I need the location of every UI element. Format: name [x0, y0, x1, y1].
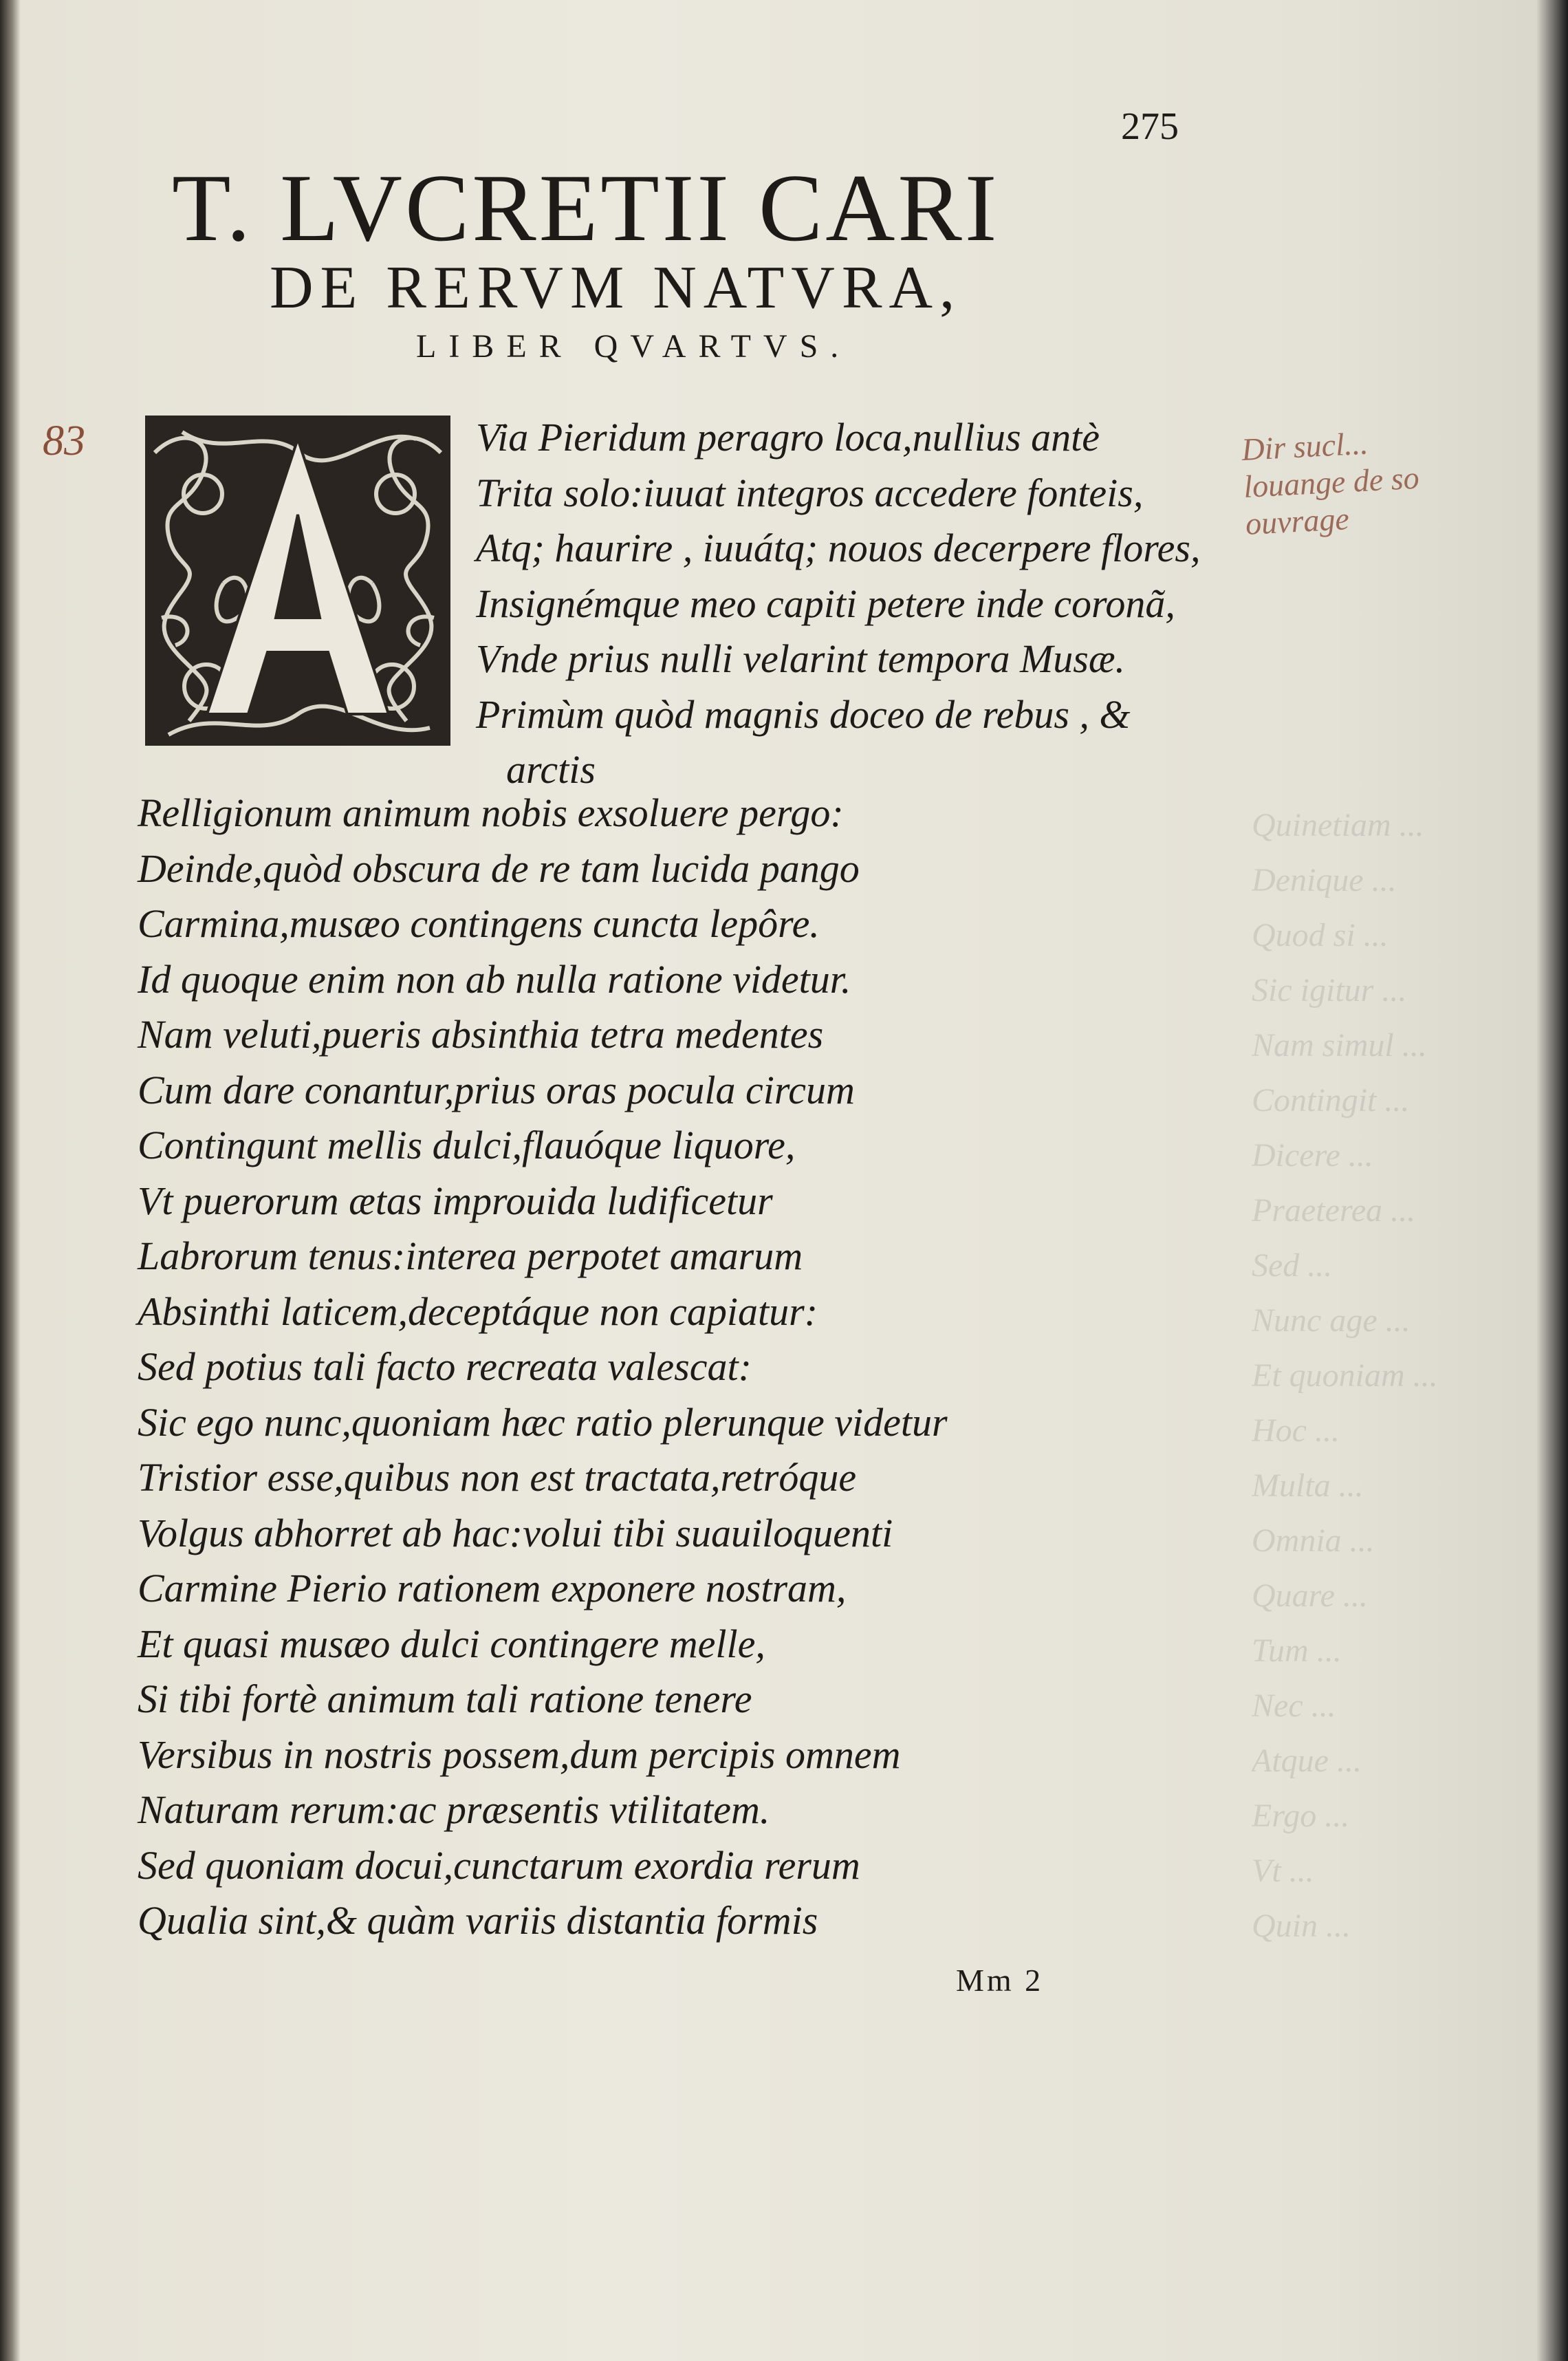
verse-line: Absinthi laticem,deceptáque non capiatur:: [138, 1289, 818, 1334]
signature-mark: Mm 2: [956, 1963, 1044, 1998]
verse-line: Qualia sint,& quàm variis distantia formis: [138, 1898, 818, 1943]
verse-body: [138, 786, 1100, 1949]
verse-line: Relligionum animum nobis exsoluere pergo:: [138, 790, 844, 835]
margin-note-line: louange de so: [1242, 460, 1420, 504]
verse-line: Sed potius tali facto recreata valescat:: [138, 1344, 752, 1389]
verse-line: Carmine Pierio rationem exponere nostram,: [138, 1566, 847, 1610]
show-through-text: Quinetiam ... Denique ... Quod si ... Sic igitur ... Nam simul ... Contingit ... Dicere ... Praeterea ... Sed ... Nunc age ... Et quoniam ... Hoc ... Multa ... Omnia ... Quare ... Tum ... Nec ... Atque ... Ergo ... Vt ... Quin ...: [1252, 807, 1438, 1944]
verse-line: Nam veluti,pueris absinthia tetra medentes: [138, 1012, 824, 1057]
title-book: LIBER QVARTVS.: [416, 328, 851, 365]
initial-letter: A: [298, 612, 303, 620]
verse-line: Naturam rerum:ac præsentis vtilitatem.: [138, 1787, 770, 1832]
verse-line: arctis: [506, 747, 596, 792]
verse-line: Labrorum tenus:interea perpotet amarum: [138, 1233, 803, 1278]
verse-line: Insignémque meo capiti petere inde coronã,: [476, 581, 1175, 626]
margin-note-left: 83: [43, 418, 85, 464]
verse-line: Versibus in nostris possem,dum percipis omnem: [138, 1732, 901, 1777]
verse-line: Volgus abhorret ab hac:volui tibi suauiloquenti: [138, 1510, 893, 1555]
page-edge-shadow: [1536, 0, 1568, 2361]
verse-line: Sed quoniam docui,cunctarum exordia rerum: [138, 1842, 860, 1888]
verse-line: Tristior esse,quibus non est tractata,retróque: [138, 1455, 857, 1500]
verse-line: Trita solo:iuuat integros accedere fonteis,: [476, 470, 1144, 515]
verse-line: Via Pieridum peragro loca,nullius antè: [476, 415, 1100, 460]
verse-line: Vnde prius nulli velarint tempora Musæ.: [476, 636, 1126, 681]
margin-note-right: [1241, 416, 1535, 543]
verse-line: Deinde,quòd obscura de re tam lucida pango: [138, 845, 860, 891]
verse-line: Primùm quòd magnis doceo de rebus , &: [476, 691, 1131, 737]
verse-line: Sic ego nunc,quoniam hæc ratio plerunque videtur: [138, 1399, 948, 1445]
verse-line: Contingunt mellis dulci,flauóque liquore,: [138, 1123, 796, 1167]
verse-line: Cum dare conantur,prius oras pocula circum: [138, 1067, 855, 1112]
decorated-initial: [141, 411, 455, 750]
margin-note-line: Dir sucl...: [1241, 425, 1369, 468]
verse-line: Et quasi musæo dulci contingere melle,: [138, 1621, 765, 1666]
book-gutter: [0, 0, 21, 2361]
title-work: DE RERVM NATVRA,: [270, 255, 962, 321]
margin-note-line: ouvrage: [1244, 501, 1350, 541]
verse-line: Si tibi fortè animum tali ratione tenere: [138, 1677, 752, 1721]
title-author: T. LVCRETII CARI: [172, 155, 1000, 261]
opening-verses: [476, 410, 1232, 798]
verse-line: Id quoque enim non ab nulla ratione videtur.: [138, 956, 851, 1002]
page-number: 275: [1121, 105, 1179, 148]
verse-line: Vt puerorum ætas improuida ludificetur: [138, 1178, 773, 1223]
verse-line: Atq; haurire , iuuátq; nouos decerpere flores,: [476, 526, 1201, 570]
verse-line: Carmina,musæo contingens cuncta lepôre.: [138, 901, 820, 946]
